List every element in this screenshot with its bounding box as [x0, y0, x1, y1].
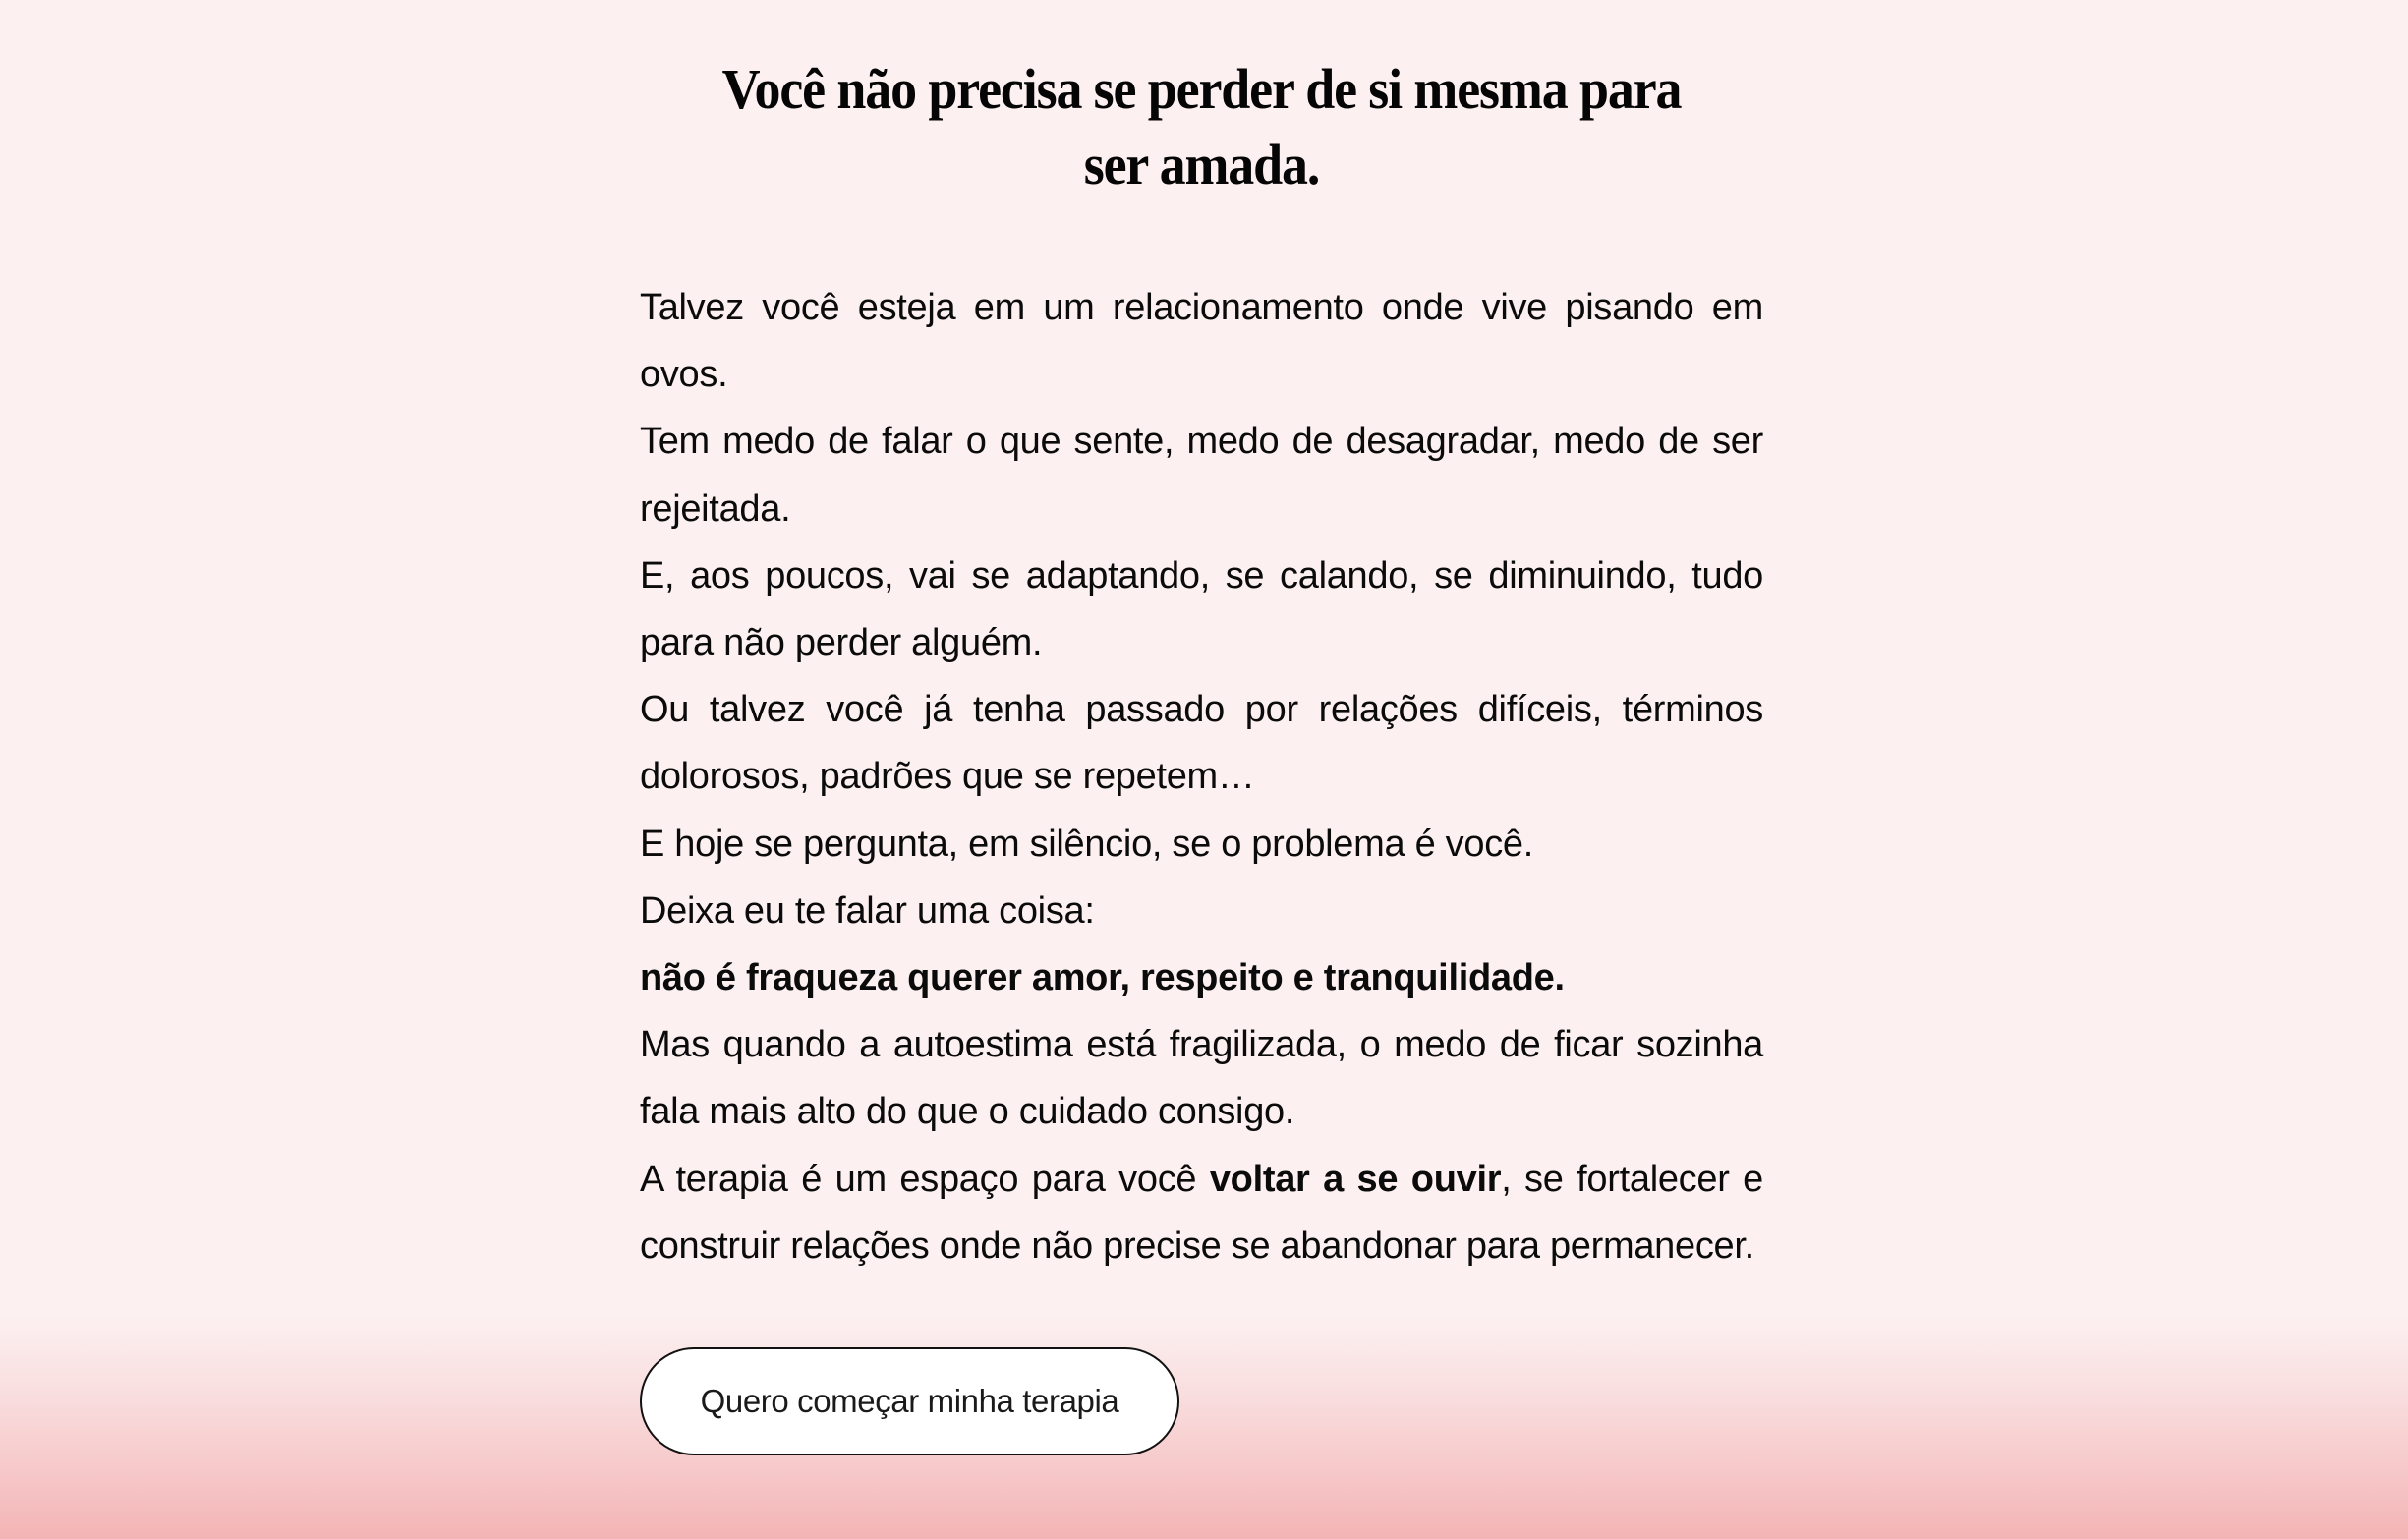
paragraph-2: Tem medo de falar o que sente, medo de desagradar, medo de ser rejeitada.: [640, 421, 1763, 530]
start-therapy-button[interactable]: Quero começar minha terapia: [640, 1347, 1179, 1455]
paragraph-9-end: , se fortalecer e construir relações onde não precise se abandonar para permanecer.: [640, 1158, 1763, 1267]
headline-line-1: Você não precisa se perder de si mesma para: [721, 57, 1682, 121]
paragraph-9-emphasis: voltar a se ouvir: [1209, 1158, 1502, 1200]
body-text: [640, 274, 1763, 1280]
paragraph-5: E hoje se pergunta, em silêncio, se o problema é você.: [640, 823, 1533, 865]
paragraph-8: Mas quando a autoestima está fragilizada, o medo de ficar sozinha fala mais alto do que o cuidado consigo.: [640, 1024, 1763, 1133]
paragraph-7-emphasis: [640, 944, 1763, 1011]
paragraph-9-start: A terapia é um espaço para você: [640, 1158, 1210, 1200]
bottom-gradient-background: [0, 1315, 2408, 1539]
paragraph-6: Deixa eu te falar uma coisa:: [640, 889, 1095, 932]
emphasis-text: não é fraqueza querer amor, respeito e tranquilidade.: [640, 957, 1565, 999]
paragraph-1: Talvez você esteja em um relacionamento onde vive pisando em ovos.: [640, 287, 1763, 396]
paragraph-3: E, aos poucos, vai se adaptando, se calando, se diminuindo, tudo para não perder alguém.: [640, 554, 1763, 664]
section-headline: [679, 51, 1724, 202]
paragraph-9: [640, 1146, 1763, 1280]
headline-line-2: ser amada.: [1083, 133, 1320, 197]
paragraph-4: Ou talvez você já tenha passado por relações difíceis, términos dolorosos, padrões que se repetem…: [640, 689, 1763, 798]
